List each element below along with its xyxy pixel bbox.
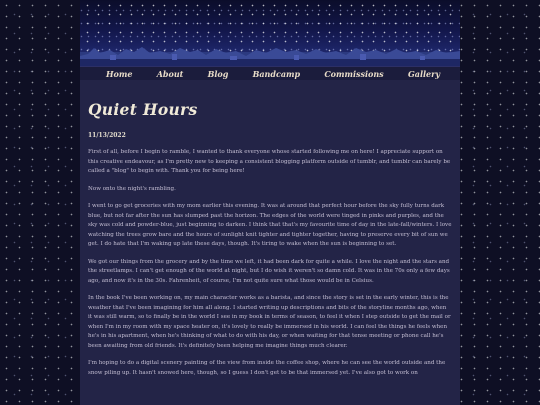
post-paragraph: We got our things from the grocery and by the time we left, it had been dark for quite a while. I love the night and the stars and the streetlamps. I can't get enough of the world at night, but I do wish it weren't so damn cold. It was in the 70s only a few days ago, and now it's in the 30s. Fahrenheit, of course, I'm not quite sure what those would be in Celsius.	[88, 258, 450, 284]
blog-post	[80, 80, 460, 378]
post-paragraph: I went to go get groceries with my mom earlier this evening. It was at around that perfect hour before the sky fully turns dark blue, but not far after the sun has slumped past the horizon. The edges of the world were tinged in pinks and purples, and the sky was cold and powder-blue, just beginning to darken. I think that that's my favourite time of day in the late-fall/winters. I love watching the trees grow bare and the hours of sunlight knit tighter and tighter together, having to preserve every bit of sun we get. I do hate that I'm waking up late these days, though. It's tiring to wake when the sun is beginning to set.	[88, 203, 452, 247]
post-paragraph: I'm hoping to do a digital scenery painting of the view from inside the coffee shop, where he can see the world outside and the snow piling up. It hasn't snowed here, though, so I guess I don't get to be that immersed yet. I've also got to work on	[88, 360, 446, 376]
nav-link-commissions[interactable]: Commissions	[324, 68, 384, 79]
post-title: Quiet Hours	[88, 100, 198, 119]
post-paragraph: First of all, before I begin to ramble, I wanted to thank everyone whose started following me on here! I appreciate support on this creative endeavour, as I'm pretty new to keeping a consistent blogging platform outside of tumblr, and tumblr can barely be called a "blog" to begin with. Thank you for being here!	[88, 149, 451, 174]
post-date: 11/13/2022	[88, 132, 126, 139]
nav-link-about[interactable]: About	[156, 68, 184, 79]
nav-link-blog[interactable]: Blog	[207, 68, 229, 79]
header-banner	[80, 0, 460, 66]
page-container	[80, 0, 460, 405]
city-skyline-illustration	[80, 36, 460, 66]
nav-link-gallery[interactable]: Gallery	[407, 68, 440, 79]
post-paragraph: In the book I've been working on, my main character works as a barista, and since the story is set in the early winter, this is the weather that I've been imagining for him all along. I started writing up descriptions and bits of the storyline months ago, when it was still warm, so to finally be in the world I see in my book in terms of season, to feel it when I step outside to get the mail or when I'm in my room with my space heater on, it's lovely to really be immersed in his world. I can feel the things he feels when he's in his apartment, when he's thinking of what to do with his day, or when waiting for that tense meeting or phone call he's been awaiting from old friends. It's definitely been helping me imagine things much clearer.	[88, 295, 451, 349]
nav-link-bandcamp[interactable]: Bandcamp	[252, 68, 301, 79]
post-body	[88, 148, 452, 378]
post-paragraph: Now onto the night's rambling.	[88, 185, 176, 192]
main-navigation	[80, 66, 460, 80]
nav-link-home[interactable]: Home	[106, 68, 133, 79]
